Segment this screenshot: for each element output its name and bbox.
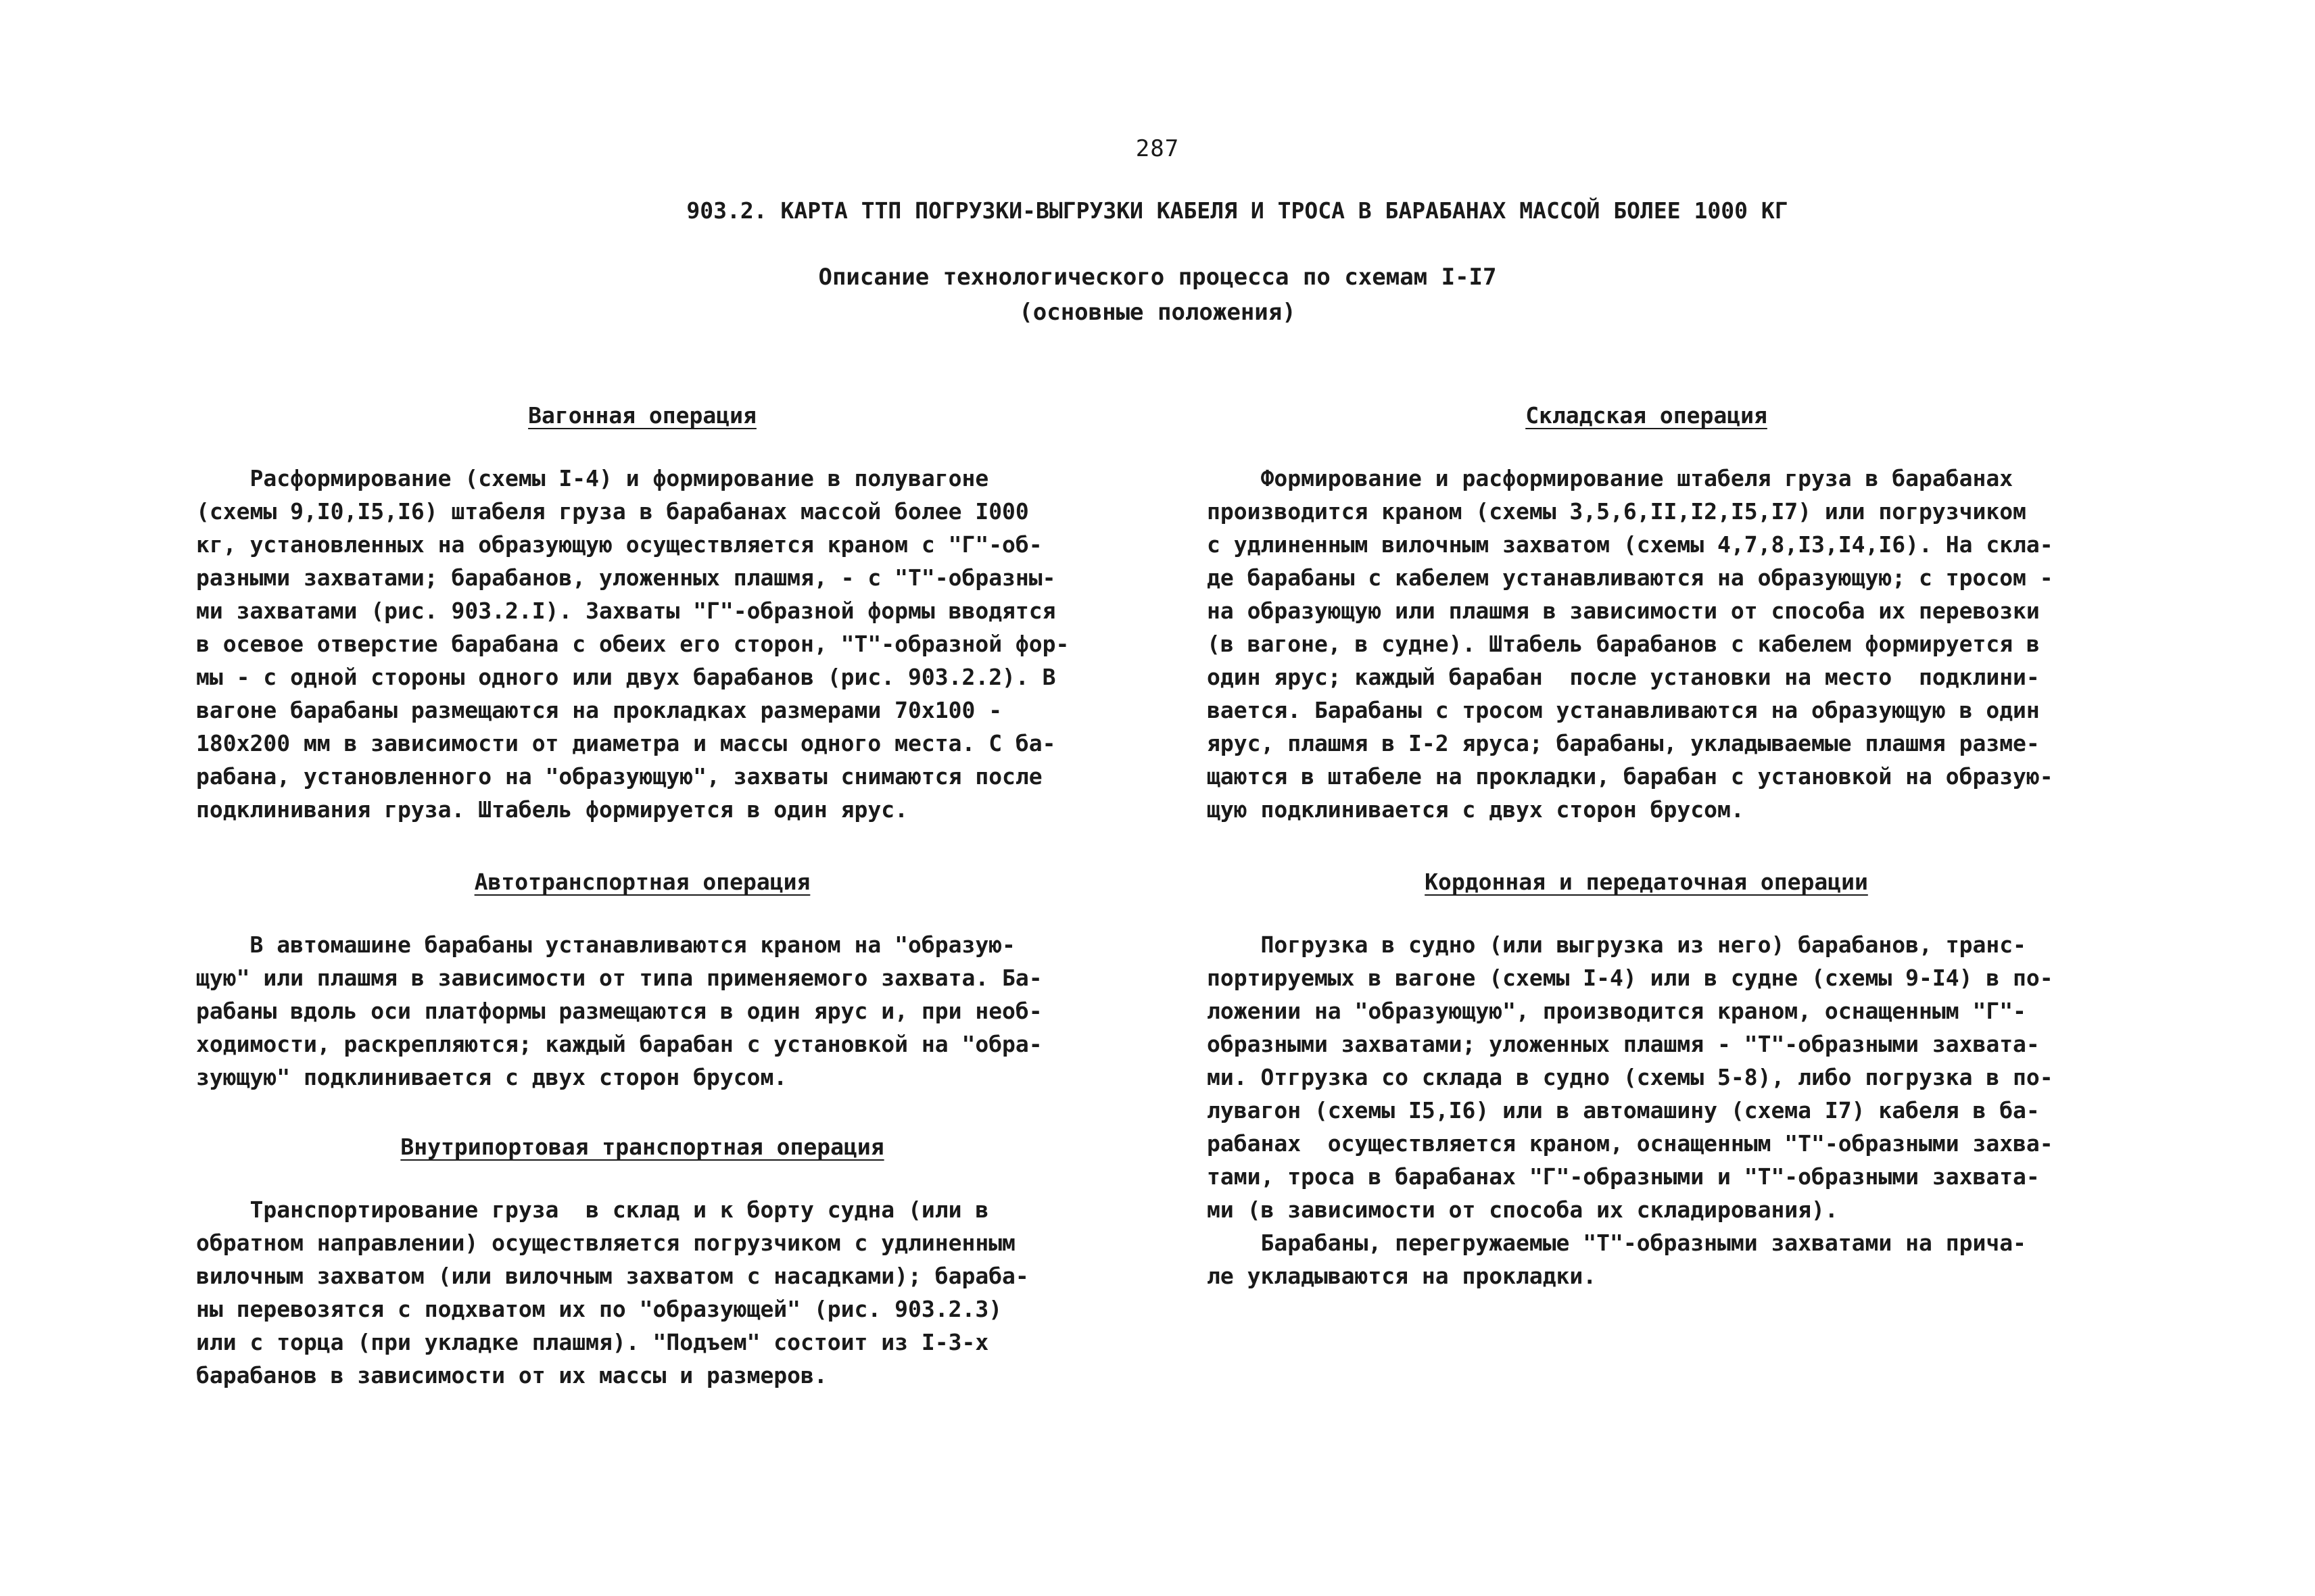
text-line: ложении на "образующую", производится краном, оснащенным "Г"- xyxy=(1207,998,2026,1024)
text-line: 180х200 мм в зависимости от диаметра и массы одного места. С ба- xyxy=(196,730,1056,756)
text-line: ми (в зависимости от способа их складирования). xyxy=(1207,1196,1838,1223)
text-line: вается. Барабаны с тросом устанавливаются на образующую в один xyxy=(1207,697,2040,723)
text-line: Погрузка в судно (или выгрузка из него) барабанов, транс- xyxy=(1207,932,2026,958)
warehouse-operation-text xyxy=(1207,462,2086,826)
text-line: рабаны вдоль оси платформы размещаются в один ярус и, при необ- xyxy=(196,998,1043,1024)
text-line: кг, установленных на образующую осуществляется краном с "Г"-об- xyxy=(196,531,1043,558)
text-line: рабанах осуществляется краном, оснащенным "Т"-образными захва- xyxy=(1207,1130,2053,1157)
text-line: лувагон (схемы I5,I6) или в автомашину (схема I7) кабеля в ба- xyxy=(1207,1097,2040,1123)
wagon-operation-text xyxy=(196,462,1089,826)
text-line: ны перевозятся с подхватом их по "образующей" (рис. 903.2.3) xyxy=(196,1296,1003,1322)
wagon-operation-heading: Вагонная операция xyxy=(528,402,757,429)
text-line: вагоне барабаны размещаются на прокладках размерами 70х100 - xyxy=(196,697,1003,723)
auto-operation-text xyxy=(196,928,1089,1094)
text-line: де барабаны с кабелем устанавливаются на образующую; с тросом - xyxy=(1207,564,2053,591)
text-line: щую подклинивается с двух сторон брусом. xyxy=(1207,796,1744,823)
text-line: Транспортирование груза в склад и к борту судна (или в xyxy=(196,1196,989,1223)
warehouse-operation-heading: Складская операция xyxy=(1525,402,1767,429)
text-line: производится краном (схемы 3,5,6,II,I2,I5,I7) или погрузчиком xyxy=(1207,498,2026,525)
text-line: в осевое отверстие барабана с обеих его сторон, "Т"-образной фор- xyxy=(196,631,1070,657)
text-line: рабана, установленного на "образующую", захваты снимаются после xyxy=(196,763,1043,790)
left-column xyxy=(196,0,1089,1596)
cordon-operation-text xyxy=(1207,928,2086,1292)
page-number: 287 xyxy=(1135,135,1180,162)
text-line: барабанов в зависимости от их массы и размеров. xyxy=(196,1362,828,1388)
text-line: В автомашине барабаны устанавливаются краном на "образую- xyxy=(196,932,1016,958)
text-line: (в вагоне, в судне). Штабель барабанов с кабелем формируется в xyxy=(1207,631,2040,657)
document-title: 903.2. КАРТА ТТП ПОГРУЗКИ-ВЫГРУЗКИ КАБЕЛЯ И ТРОСА В БАРАБАНАХ МАССОЙ БОЛЕЕ 1000 КГ xyxy=(686,197,1788,224)
subtitle-line-1: Описание технологического процесса по схемам I-I7 xyxy=(818,264,1497,291)
text-line: щаются в штабеле на прокладки, барабан с установкой на образую- xyxy=(1207,763,2053,790)
text-line: мы - с одной стороны одного или двух барабанов (рис. 903.2.2). В xyxy=(196,664,1056,690)
text-line: (схемы 9,I0,I5,I6) штабеля груза в барабанах массой более I000 xyxy=(196,498,1029,525)
text-line: зующую" подклинивается с двух сторон брусом. xyxy=(196,1064,788,1090)
text-line: Барабаны, перегружаемые "Т"-образными захватами на прича- xyxy=(1207,1230,2026,1256)
text-line: Расформирование (схемы I-4) и формирование в полувагоне xyxy=(196,465,989,491)
text-line: ми. Отгрузка со склада в судно (схемы 5-8), либо погрузка в по- xyxy=(1207,1064,2053,1090)
text-line: портируемых в вагоне (схемы I-4) или в судне (схемы 9-I4) в по- xyxy=(1207,965,2053,991)
text-line: на образующую или плашмя в зависимости от способа их перевозки xyxy=(1207,598,2040,624)
port-operation-text xyxy=(196,1193,1089,1392)
auto-operation-heading: Автотранспортная операция xyxy=(474,869,811,895)
text-line: ми захватами (рис. 903.2.I). Захваты "Г"-образной формы вводятся xyxy=(196,598,1056,624)
text-line: ходимости, раскрепляются; каждый барабан с установкой на "обра- xyxy=(196,1031,1043,1057)
text-line: ярус, плашмя в I-2 яруса; барабаны, укладываемые плашмя разме- xyxy=(1207,730,2040,756)
text-line: вилочным захватом (или вилочным захватом с насадками); бараба- xyxy=(196,1263,1029,1289)
text-line: подклинивания груза. Штабель формируется в один ярус. xyxy=(196,796,908,823)
text-line: щую" или плашмя в зависимости от типа применяемого захвата. Ба- xyxy=(196,965,1043,991)
right-column xyxy=(1207,0,2086,1596)
text-line: с удлиненным вилочным захватом (схемы 4,7,8,I3,I4,I6). На скла- xyxy=(1207,531,2053,558)
port-operation-heading: Внутрипортовая транспортная операция xyxy=(400,1134,884,1160)
text-line: ле укладываются на прокладки. xyxy=(1207,1263,1597,1289)
text-line: Формирование и расформирование штабеля груза в барабанах xyxy=(1207,465,2013,491)
cordon-operation-heading: Кордонная и передаточная операции xyxy=(1425,869,1868,895)
text-line: тами, троса в барабанах "Г"-образными и "Т"-образными захвата- xyxy=(1207,1163,2040,1190)
text-line: или с торца (при укладке плашмя). "Подъем" состоит из I-3-х xyxy=(196,1329,989,1355)
text-line: обратном направлении) осуществляется погрузчиком с удлиненным xyxy=(196,1230,1016,1256)
text-line: один ярус; каждый барабан после установки на место подклини- xyxy=(1207,664,2040,690)
text-line: образными захватами; уложенных плашмя - "Т"-образными захвата- xyxy=(1207,1031,2040,1057)
text-line: разными захватами; барабанов, уложенных плашмя, - с "Т"-образны- xyxy=(196,564,1056,591)
subtitle-line-2: (основные положения) xyxy=(1019,299,1296,326)
